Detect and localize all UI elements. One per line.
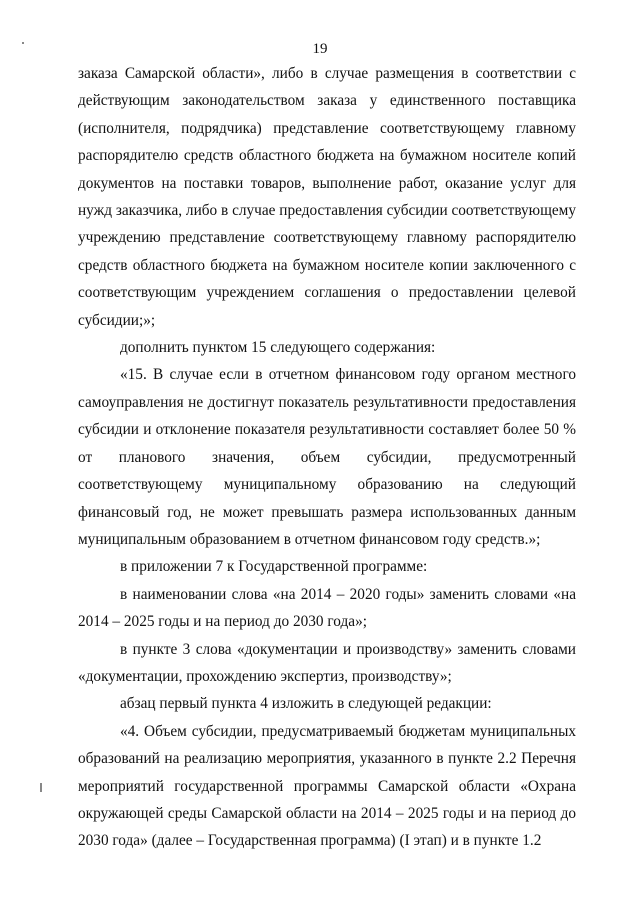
- paragraph: дополнить пунктом 15 следующего содержания:: [120, 339, 436, 357]
- paragraph: в приложении 7 к Государственной программе:: [120, 558, 428, 576]
- paragraph: в наименовании слова «на 2014 – 2020 годы» заменить словами «на 2014 – 2025 годы и на период до 2030 года»;: [78, 585, 576, 631]
- page-number: 19: [312, 41, 328, 57]
- paragraph: заказа Самарской области», либо в случае размещения в соответствии с действующим законодательством заказа у единственного поставщика (исполнителя, подрядчика) представление соответствующему главному распорядителю средств областного бюджета на бумажном носителе копий документов на поставки товаров, выполнение работ, оказание услуг для нужд заказчика, либо в случае предоставления субсидии соответствующему учреждению представление соответствующему главному распорядителю средств областного бюджета на бумажном носителе копии заключенного с соответствующим учреждением соглашения о предоставлении целевой субсидии;»;: [78, 65, 576, 329]
- paragraph: в пункте 3 слова «документации и производству» заменить словами «документации, прохождению экспертиз, производству»;: [78, 640, 576, 685]
- paragraph: «4. Объем субсидии, предусматриваемый бюджетам муниципальных образований на реализацию мероприятия, указанного в пункте 2.2 Перечня мероприятий государственной программы Самарской области «Охрана окружающей среды Самарской области на 2014 – 2025 годы и на период до 2030 года» (далее – Государственная программа) (I этап) и в пункте 1.2: [78, 722, 576, 850]
- paragraph: абзац первый пункта 4 изложить в следующей редакции:: [120, 695, 492, 713]
- document-body: [78, 60, 576, 855]
- paragraph: «15. В случае если в отчетном финансовом году органом местного самоуправления не достигнут показатель результативности предоставления субсидии и отклонение показателя результативности составляет более 50 % от планового значения, объем субсидии, предусмотренный соответствующему муниципальному образованию на следующий финансовый год, не может превышать размера использованных данным муниципальным образованием в отчетном финансовом году средств.»;: [78, 366, 576, 548]
- scan-artifact: [22, 42, 24, 44]
- scan-artifact: [40, 783, 42, 792]
